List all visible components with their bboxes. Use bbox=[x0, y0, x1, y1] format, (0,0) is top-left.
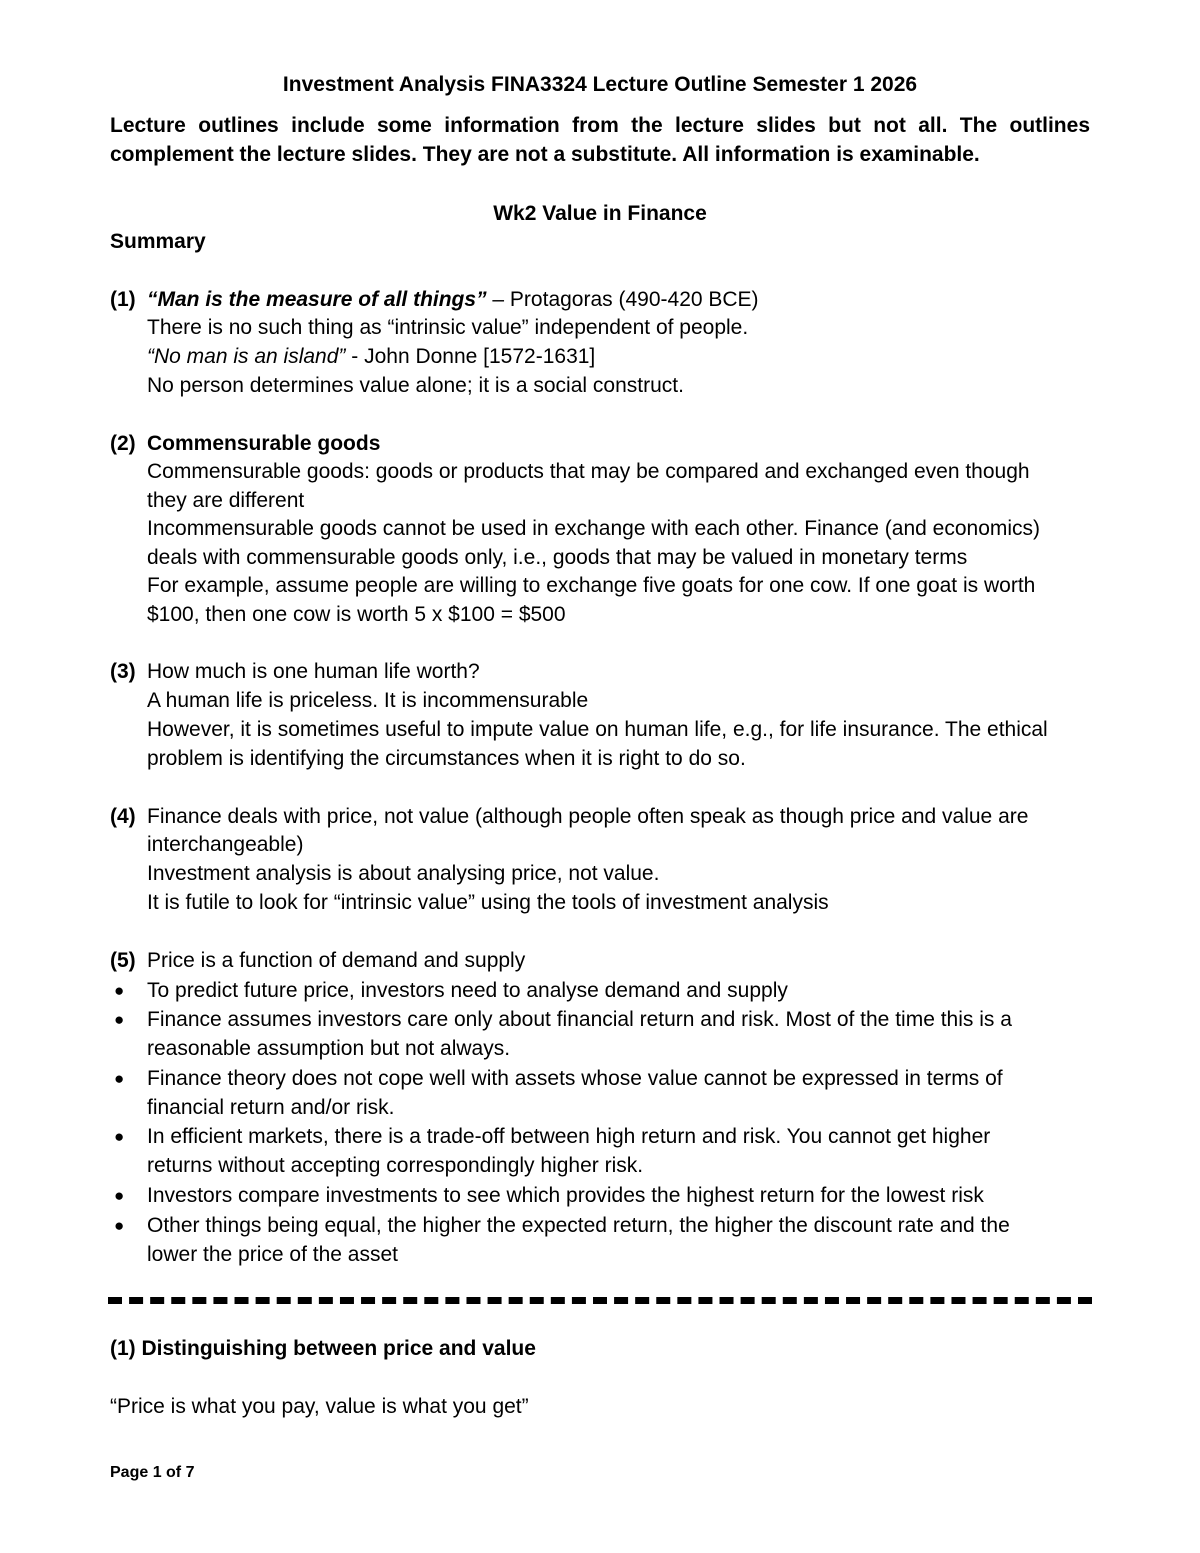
protagoras-quote: “Man is the measure of all things” bbox=[147, 288, 487, 311]
bullet-text: Finance theory does not cope well with assets whose value cannot be expressed in terms of bbox=[147, 1067, 1003, 1090]
item-2-line: For example, assume people are willing to exchange five goats for one cow. If one goat is worth bbox=[147, 574, 1036, 597]
section-heading: Wk2 Value in Finance bbox=[493, 202, 707, 225]
item-2-line: $100, then one cow is worth 5 x $100 = $500 bbox=[147, 603, 566, 626]
bullet-text: Finance assumes investors care only about financial return and risk. Most of the time this is a bbox=[147, 1008, 1012, 1031]
price-value-quote: “Price is what you pay, value is what you get” bbox=[110, 1395, 529, 1418]
bullet-icon: ● bbox=[114, 1186, 125, 1205]
bullet-text: To predict future price, investors need to analyse demand and supply bbox=[147, 979, 788, 1002]
item-1-number: (1) bbox=[110, 288, 136, 311]
item-3-line: A human life is priceless. It is incommensurable bbox=[147, 689, 589, 712]
bullet-icon: ● bbox=[114, 1216, 125, 1235]
item-4-line: Investment analysis is about analysing price, not value. bbox=[147, 862, 660, 885]
item-3-line: However, it is sometimes useful to impute value on human life, e.g., for life insurance. The ethical bbox=[147, 718, 1048, 741]
part-1-heading: (1) Distinguishing between price and value bbox=[110, 1337, 536, 1360]
bullet-icon: ● bbox=[114, 1069, 125, 1088]
page-number: Page 1 of 7 bbox=[110, 1464, 195, 1481]
bullet-text: In efficient markets, there is a trade-off between high return and risk. You cannot get higher bbox=[147, 1125, 991, 1148]
donne-attribution: - John Donne [1572-1631] bbox=[345, 345, 596, 368]
summary-label: Summary bbox=[110, 230, 206, 253]
bullet-icon: ● bbox=[114, 1010, 125, 1029]
item-5-heading: Price is a function of demand and supply bbox=[147, 949, 526, 972]
item-4-number: (4) bbox=[110, 805, 136, 828]
item-2-heading: Commensurable goods bbox=[147, 432, 381, 455]
section-divider bbox=[108, 1297, 1092, 1304]
donne-quote: “No man is an island” bbox=[147, 345, 346, 368]
bullet-text: lower the price of the asset bbox=[147, 1243, 398, 1266]
bullet-icon: ● bbox=[114, 1127, 125, 1146]
item-5-number: (5) bbox=[110, 949, 136, 972]
item-1-line-3 bbox=[147, 342, 595, 371]
bullet-text: financial return and/or risk. bbox=[147, 1096, 395, 1119]
item-4-line: It is futile to look for “intrinsic value” using the tools of investment analysis bbox=[147, 891, 829, 914]
item-3-line: problem is identifying the circumstances when it is right to do so. bbox=[147, 747, 746, 770]
protagoras-attribution: – Protagoras (490-420 BCE) bbox=[486, 288, 759, 311]
item-2-line: they are different bbox=[147, 489, 305, 512]
intro-paragraph: Lecture outlines include some information from the lecture slides but not all. The outlines complement the lecture slides. They are not a substitute. All information is examinable. bbox=[110, 114, 1090, 166]
bullet-text: Investors compare investments to see which provides the highest return for the lowest risk bbox=[147, 1184, 984, 1207]
item-2-line: deals with commensurable goods only, i.e., goods that may be valued in monetary terms bbox=[147, 546, 968, 569]
item-1-line-4: No person determines value alone; it is a social construct. bbox=[147, 374, 684, 397]
item-2-line: Commensurable goods: goods or products that may be compared and exchanged even though bbox=[147, 460, 1030, 483]
item-1-line-2: There is no such thing as “intrinsic value” independent of people. bbox=[147, 316, 749, 339]
item-2-number: (2) bbox=[110, 432, 136, 455]
item-2-line: Incommensurable goods cannot be used in exchange with each other. Finance (and economics) bbox=[147, 517, 1041, 540]
item-3-number: (3) bbox=[110, 660, 136, 683]
bullet-text: Other things being equal, the higher the expected return, the higher the discount rate and the bbox=[147, 1214, 1010, 1237]
bullet-text: reasonable assumption but not always. bbox=[147, 1037, 511, 1060]
bullet-text: returns without accepting correspondingly higher risk. bbox=[147, 1154, 644, 1177]
item-4-line: interchangeable) bbox=[147, 833, 304, 856]
item-4-line: Finance deals with price, not value (although people often speak as though price and value are bbox=[147, 805, 1029, 828]
item-3-line: How much is one human life worth? bbox=[147, 660, 480, 683]
bullet-icon: ● bbox=[114, 981, 125, 1000]
item-1-line-1 bbox=[147, 285, 759, 314]
document-title: Investment Analysis FINA3324 Lecture Outline Semester 1 2026 bbox=[282, 73, 918, 96]
